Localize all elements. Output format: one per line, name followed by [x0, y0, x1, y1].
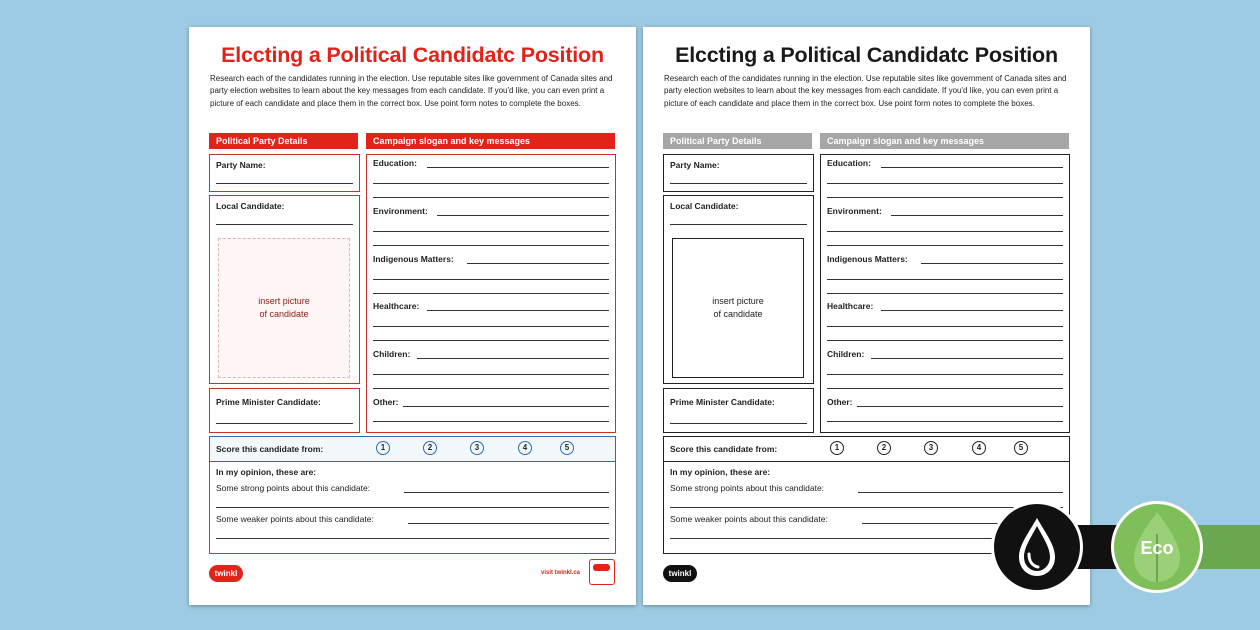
- write-line: [427, 167, 609, 168]
- write-line: [670, 183, 807, 184]
- write-line: [827, 183, 1063, 184]
- write-line: [216, 507, 609, 508]
- write-line: [216, 183, 353, 184]
- score-label: Score this candidate from:: [216, 444, 324, 454]
- write-line: [670, 423, 807, 424]
- key-messages-box: [366, 154, 616, 433]
- intro-text: Research each of the candidates running in the election. Use reputable sites like government of Canada sites and party election websites to learn about the key messages from each candidate. If you'd like, you can even print a picture of each candidate and place them in the correct box. Use point form notes to complete the boxes.: [210, 74, 613, 108]
- write-line: [871, 358, 1063, 359]
- pm-candidate-box: [209, 388, 360, 433]
- write-line: [827, 340, 1063, 341]
- campaign-header: Campaign slogan and key messages: [366, 133, 615, 149]
- topic-healthcare: Healthcare:: [827, 301, 874, 311]
- key-messages-box: [820, 154, 1070, 433]
- write-line: [373, 183, 609, 184]
- picture-placeholder-line2: of candidate: [713, 309, 763, 319]
- topic-education: Education:: [827, 158, 871, 168]
- write-line: [373, 388, 609, 389]
- score-option-5[interactable]: 5: [1014, 441, 1028, 455]
- write-line: [857, 406, 1063, 407]
- topic-children: Children:: [827, 349, 865, 359]
- write-line: [403, 406, 609, 407]
- twinkl-badge: [589, 559, 615, 585]
- topic-indigenous-matters: Indigenous Matters:: [373, 254, 454, 264]
- write-line: [827, 421, 1063, 422]
- write-line: [427, 310, 609, 311]
- party-details-header: Political Party Details: [663, 133, 812, 149]
- local-candidate-box: [663, 195, 814, 384]
- party-name-label: Party Name:: [670, 160, 720, 170]
- eco-badge: [1111, 501, 1203, 593]
- write-line: [404, 492, 609, 493]
- party-name-label: Party Name:: [216, 160, 266, 170]
- opinion-heading: In my opinion, these are:: [216, 467, 317, 477]
- opinion-box: [209, 462, 616, 554]
- strong-points-label: Some strong points about this candidate:: [216, 483, 371, 493]
- write-line: [670, 224, 807, 225]
- score-row: [209, 436, 616, 462]
- write-line: [373, 245, 609, 246]
- worksheet-title: Elccting a Political Candidatc Position: [675, 43, 1058, 67]
- write-line: [408, 523, 609, 524]
- opinion-heading: In my opinion, these are:: [670, 467, 771, 477]
- score-option-2[interactable]: 2: [877, 441, 891, 455]
- score-label: Score this candidate from:: [670, 444, 778, 454]
- candidate-picture-placeholder: [672, 238, 804, 378]
- write-line: [827, 388, 1063, 389]
- topic-children: Children:: [373, 349, 411, 359]
- party-details-header: Political Party Details: [209, 133, 358, 149]
- weak-points-label: Some weaker points about this candidate:: [216, 514, 374, 524]
- weak-points-label: Some weaker points about this candidate:: [670, 514, 828, 524]
- write-line: [373, 326, 609, 327]
- eco-label: Eco: [1140, 538, 1174, 558]
- write-line: [373, 340, 609, 341]
- topic-environment: Environment:: [827, 206, 882, 216]
- write-line: [373, 279, 609, 280]
- twinkl-logo: twinkl: [209, 565, 243, 582]
- score-option-4[interactable]: 4: [518, 441, 532, 455]
- picture-placeholder-line1: insert picture: [258, 296, 310, 306]
- write-line: [467, 263, 609, 264]
- write-line: [216, 538, 609, 539]
- worksheet-color-version: [189, 27, 636, 605]
- campaign-header: Campaign slogan and key messages: [820, 133, 1069, 149]
- worksheet-title: Elccting a Political Candidatc Position: [221, 43, 604, 67]
- strong-points-label: Some strong points about this candidate:: [670, 483, 825, 493]
- score-row: [663, 436, 1070, 462]
- intro-text: Research each of the candidates running in the election. Use reputable sites like government of Canada sites and party election websites to learn about the key messages from each candidate. If you'd like, you can even print a picture of each candidate and place them in the correct box. Use point form notes to complete the boxes.: [664, 74, 1067, 108]
- local-candidate-box: [209, 195, 360, 384]
- party-name-box: [663, 154, 814, 192]
- write-line: [827, 197, 1063, 198]
- picture-placeholder-line1: insert picture: [712, 296, 764, 306]
- write-line: [827, 374, 1063, 375]
- score-option-3[interactable]: 3: [924, 441, 938, 455]
- twinkl-logo: twinkl: [663, 565, 697, 582]
- write-line: [827, 279, 1063, 280]
- party-name-box: [209, 154, 360, 192]
- score-option-3[interactable]: 3: [470, 441, 484, 455]
- topic-other: Other:: [827, 397, 853, 407]
- write-line: [216, 224, 353, 225]
- local-candidate-label: Local Candidate:: [216, 201, 285, 211]
- website-text: visit twinkl.ca: [541, 570, 581, 576]
- topic-environment: Environment:: [373, 206, 428, 216]
- topic-healthcare: Healthcare:: [373, 301, 420, 311]
- write-line: [373, 197, 609, 198]
- write-line: [858, 492, 1063, 493]
- local-candidate-label: Local Candidate:: [670, 201, 739, 211]
- pm-candidate-label: Prime Minister Candidate:: [670, 397, 775, 407]
- score-option-5[interactable]: 5: [560, 441, 574, 455]
- write-line: [373, 421, 609, 422]
- write-line: [216, 423, 353, 424]
- score-option-1[interactable]: 1: [830, 441, 844, 455]
- ink-drop-icon: [994, 504, 1080, 590]
- write-line: [417, 358, 609, 359]
- topic-education: Education:: [373, 158, 417, 168]
- topic-indigenous-matters: Indigenous Matters:: [827, 254, 908, 264]
- pm-candidate-label: Prime Minister Candidate:: [216, 397, 321, 407]
- ink-saver-badge: [991, 501, 1083, 593]
- write-line: [827, 245, 1063, 246]
- picture-placeholder-line2: of candidate: [259, 309, 309, 319]
- write-line: [373, 374, 609, 375]
- score-option-1[interactable]: 1: [376, 441, 390, 455]
- score-option-4[interactable]: 4: [972, 441, 986, 455]
- write-line: [881, 167, 1063, 168]
- write-line: [881, 310, 1063, 311]
- write-line: [827, 231, 1063, 232]
- write-line: [437, 215, 609, 216]
- candidate-picture-placeholder: [218, 238, 350, 378]
- write-line: [921, 263, 1063, 264]
- pm-candidate-box: [663, 388, 814, 433]
- write-line: [891, 215, 1063, 216]
- write-line: [373, 231, 609, 232]
- write-line: [827, 326, 1063, 327]
- score-option-2[interactable]: 2: [423, 441, 437, 455]
- write-line: [373, 293, 609, 294]
- write-line: [827, 293, 1063, 294]
- topic-other: Other:: [373, 397, 399, 407]
